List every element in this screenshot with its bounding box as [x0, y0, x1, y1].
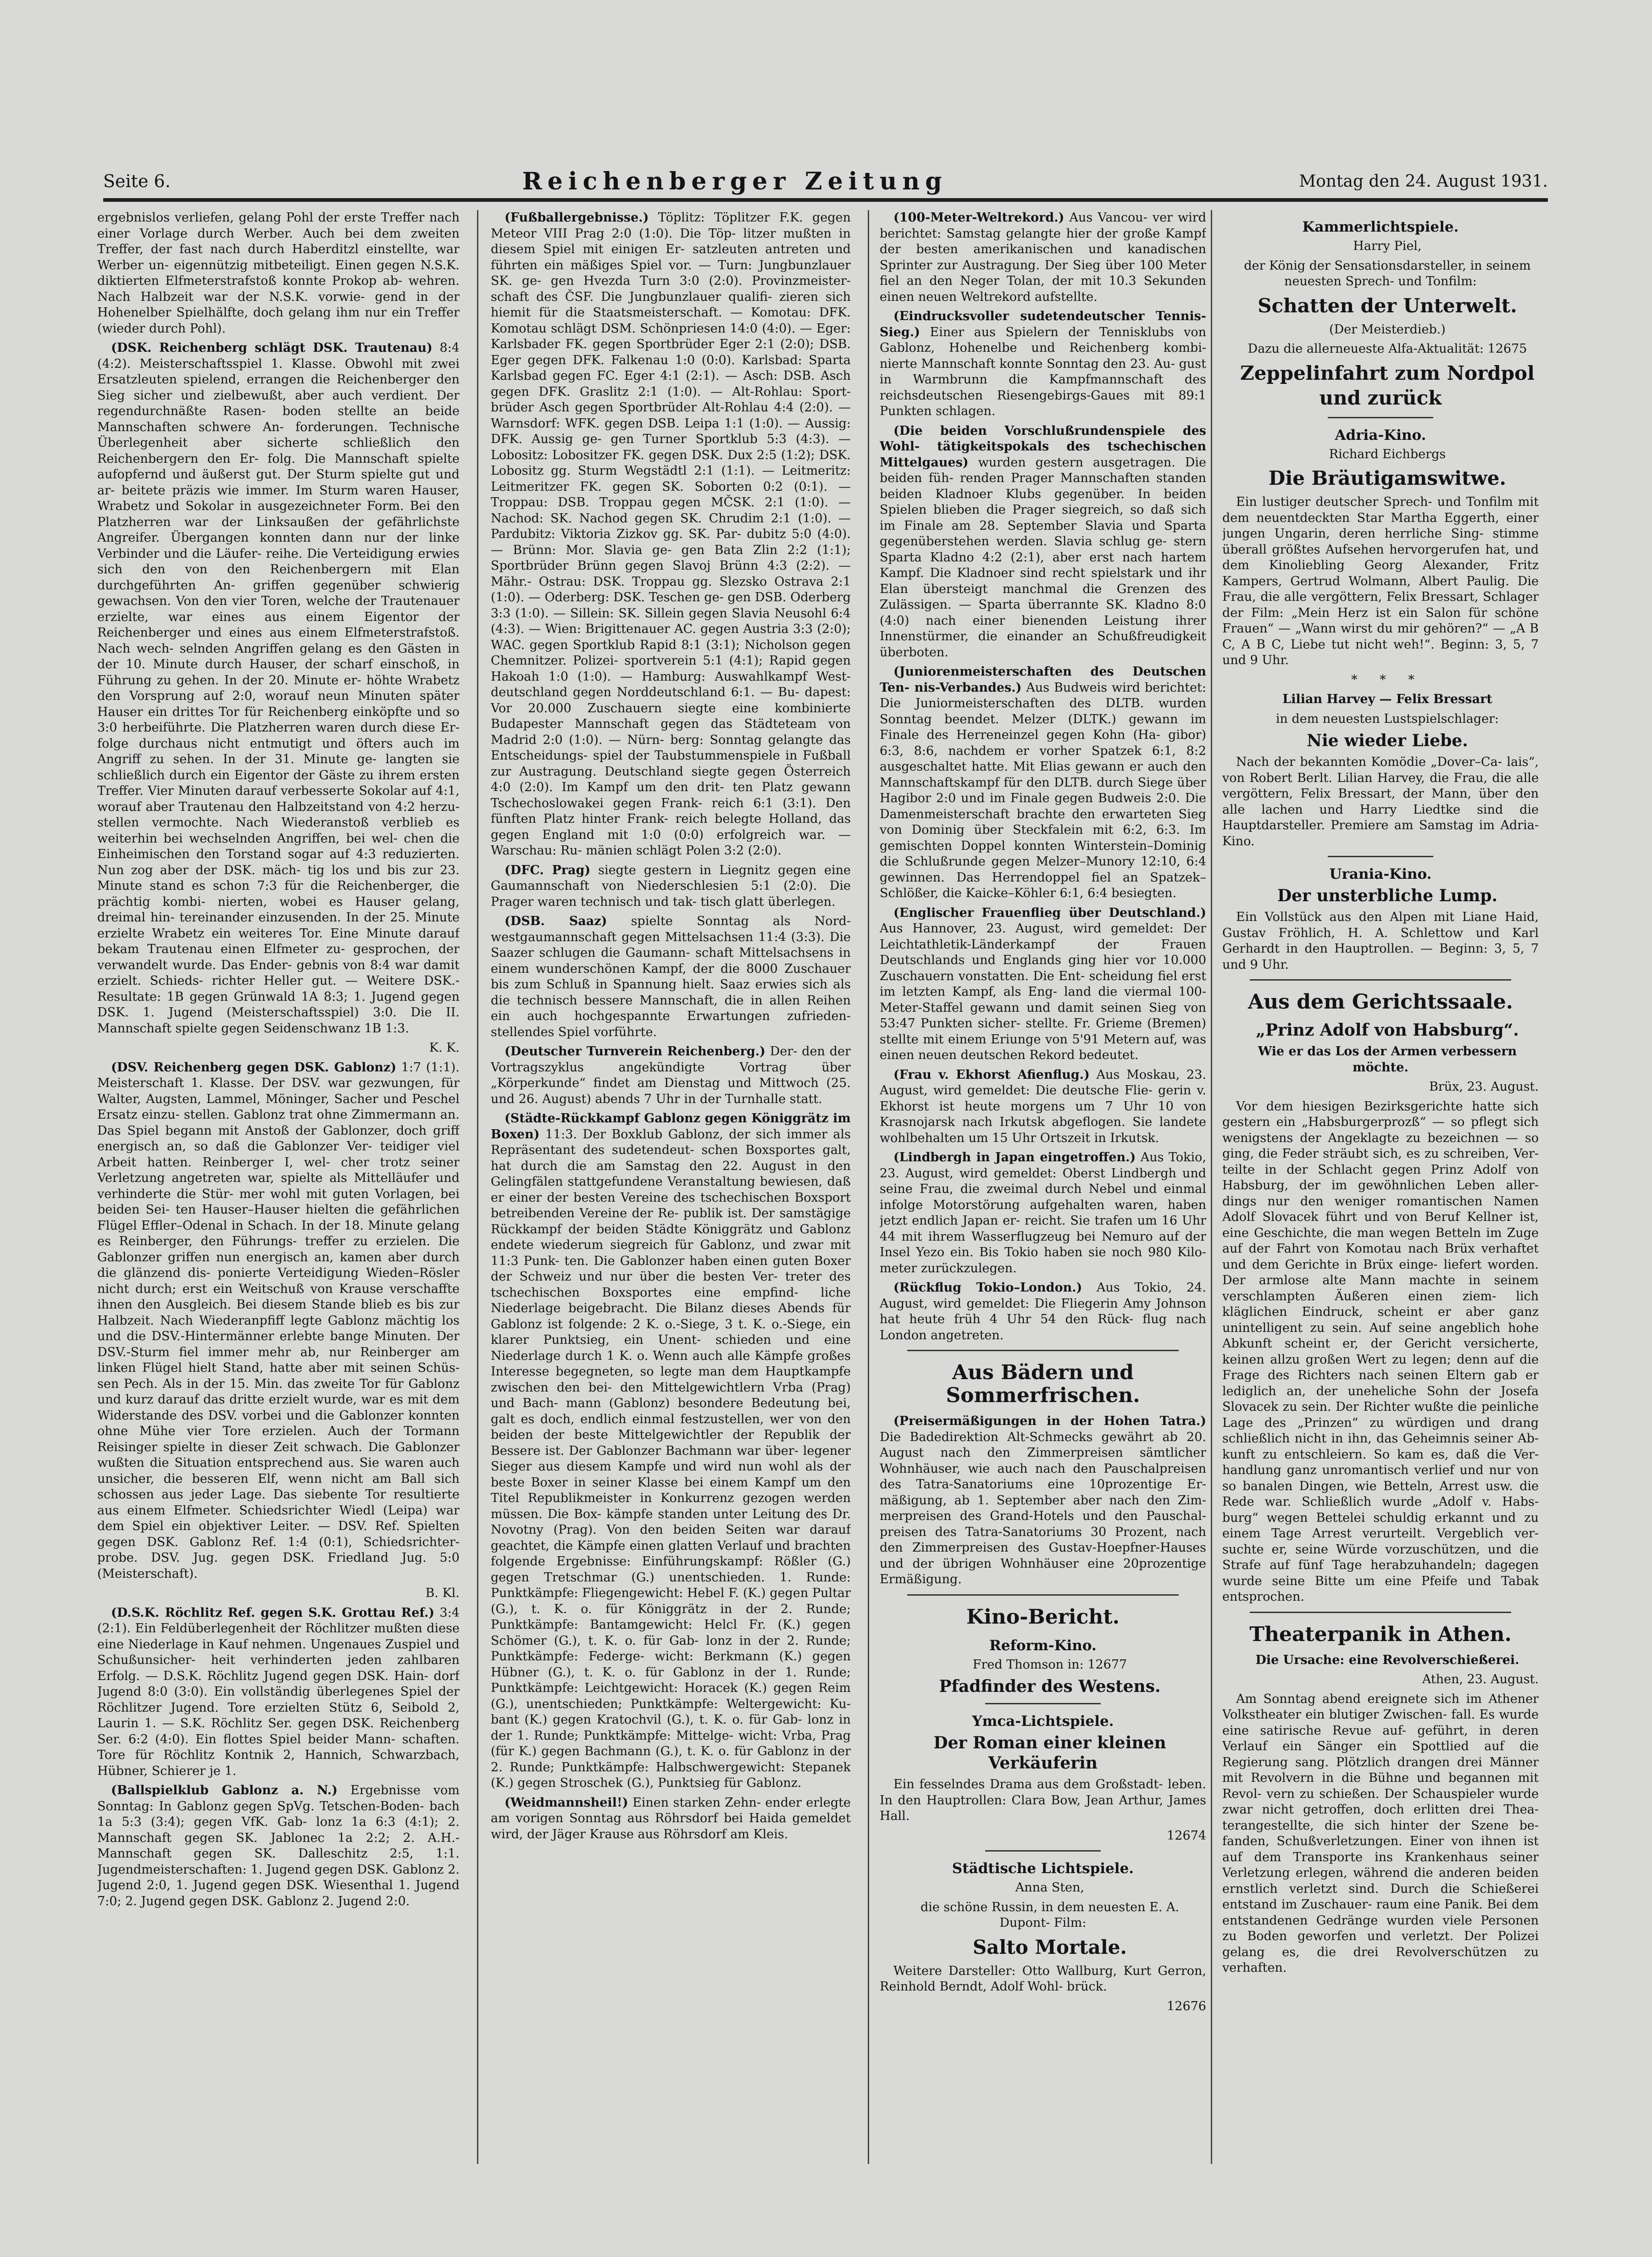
- article-text: Aus Tokio, 24. August, wird gemeldet: Die Fliegerin Amy Johnson hat heute früh 4 Uhr 54 den Rück- flug nach London angetreten.: [880, 1281, 1206, 1342]
- film-title: Nie wieder Liebe.: [1307, 731, 1468, 750]
- film-star: [880, 1657, 1206, 1673]
- article-paragraph: [880, 423, 1206, 661]
- column-2: [491, 210, 851, 2173]
- article-run-in: (Preisermäßigungen in der Hohen Tatra.): [893, 1414, 1206, 1428]
- film-description: Nach der bekannten Komödie „Dover–Ca- lais“, von Robert Berlt. Lilian Harvey, die Frau, die alle vergöttern, Felix Bressart, der Mann, über den alle lachen und Harry Liedtke sind die Hauptdarsteller. Premiere am Samstag im Adria-Kino.: [1222, 755, 1539, 848]
- article-run-in: (DFC. Prag): [504, 863, 591, 877]
- article-subheadline: Wie er das Los der Armen verbessern möchte.: [1258, 1044, 1517, 1075]
- article-dateline: Athen, 23. August.: [1422, 1672, 1539, 1686]
- article-run-in: (Eindrucksvoller sudetendeutscher Tennis- Sieg.): [880, 309, 1206, 339]
- article-subheadline: Die Ursache: eine Revolverschießerei.: [1255, 1653, 1519, 1667]
- film-note: Dazu die allerneueste Alfa-Aktualität:: [1247, 342, 1484, 356]
- article-text: Aus Hannover, 23. August, wird gemeldet: Der Leichtathletik-Länderkampf der Frauen Deutschlands und Englands ging hier vor 10.000 Zuschauern vonstatten. Die Ent- scheidung fiel erst im letzten Kampf, als Eng- land die viermal 100-Meter-Staffel gewann und damit seinen Sieg von 53:47 Punkten sicher- stellte. Fr. Grieme (Bremen) stellte mit einem Eriunge von 5'91 Metern auf, was einen neuen deutschen Rekord bedeutet.: [880, 921, 1206, 1062]
- section-rule: [907, 1594, 1179, 1596]
- article-paragraph: Vor dem hiesigen Bezirksgerichte hatte sich gestern ein „Habsburgerprozß“ — so pflegt sich wenigstens der Angeklagte zu bezeichnen — so ging, die Feder sträubt sich, es zu schreiben, Ver- teilte in der Schlacht gegen Prinz Adolf von Habsburg, der im gewöhnlichen Leben aller- dings nur den weniger romantischen Namen Adolf Slovacek führt und von Beruf Kellner ist, eine Geschichte, die man wegen Betteln im Zuge auf der Fahrt von Komotau nach Brüx verhaftet und dem Gerichte in Brüx einge- liefert worden. Der armlose alte Mann machte in seinem verschlampten Äußeren einen ziem- lich kläglichen Eindruck, scheint er aber ganz unintelligent zu sein. Auf seine angeblich hohe Abkunft scheint er, der Gericht versicherte, keinen allzu großen Wert zu legen; denn auf die Frage des Richters nach seinen Eltern gab er lediglich an, der uneheliche Sohn der Josefa Slovacek zu sein. Der Richter wußte die peinliche Lage des „Prinzen“ zu würdigen und drang schließlich nicht in ihn, das Geheimnis seiner Ab- kunft zu entschleiern. So kam es, daß die Ver- handlung ganz unromantisch verlief und nur von so banalen Dingen, wie Betteln, Arrest usw. die Rede war. Schließlich wurde „Adolf v. Habs- burg“ wegen Bettelei schuldig erkannt und zu einem Tage Arrest verurteilt. Vergeblich ver- suchte er, seine Würde vorzuschützen, und die Strafe auf fünf Tage herabzuhandeln; dagegen wurde seine Bitte um eine Pfeife und Tabak entsprochen.: [1222, 1099, 1539, 1604]
- article-paragraph: [491, 914, 851, 1040]
- article-run-in: (Deutscher Turnverein Reichenberg.): [504, 1044, 765, 1059]
- film-cast: Lilian Harvey — Felix Bressart: [1282, 692, 1492, 706]
- article-signature: K. K.: [429, 1041, 460, 1055]
- film-description: in dem neuesten Lustspielschlager:: [1275, 711, 1499, 726]
- article-text: siegte gestern in Liegnitz gegen eine Gaumannschaft von Niederschlesien 5:1 (2:0). Die Prager waren technisch und tak- tisch glatt überlegen.: [491, 863, 851, 909]
- article-run-in: (DSK. Reichenberg schlägt DSK. Trautenau): [111, 341, 432, 355]
- film-description: der König der Sensationsdarsteller, in seinem neuesten Sprech- und Tonfilm:: [1244, 258, 1531, 288]
- article-paragraph: [880, 664, 1206, 902]
- film-description: Ein lustiger deutscher Sprech- und Tonfilm mit dem neuentdeckten Star Martha Eggerth, einer jungen Ungarin, deren herrliche Sing- stimme überall größtes Aufsehen hervorgerufen hat, und dem Kinoliebling Georg Alexander, Fritz Kampers, Gertrud Wolmann, Albert Paulig. Die Frau, die alle vergöttern, Felix Bressart, Schlager der Film: „Mein Herz ist ein Salon für schöne Frauen“ — „Wann wirst du mir gehören?“ — „A B C, A B C, Liebe tut nicht weh!“. Beginn: 3, 5, 7 und 9 Uhr.: [1222, 495, 1539, 667]
- film-description: die schöne Russin, in dem neuesten E. A. Dupont- Film:: [920, 1900, 1180, 1930]
- article-dateline: Brüx, 23. August.: [1429, 1080, 1539, 1094]
- article-paragraph: [97, 1605, 460, 1780]
- article-paragraph: [880, 309, 1206, 420]
- divider: [985, 1703, 1101, 1704]
- cinema-name: Kammerlichtspiele.: [1302, 219, 1459, 235]
- column-4: [1222, 210, 1539, 2173]
- article-run-in: (DSB. Saaz): [504, 914, 607, 928]
- column-divider: [868, 210, 869, 2164]
- film-title: Der Roman einer kleinen Verkäuferin: [933, 1733, 1166, 1773]
- article-paragraph: [97, 1783, 460, 1909]
- cinema-name: Städtische Lichtspiele.: [952, 1860, 1134, 1877]
- ad-number: 12675: [1487, 342, 1527, 356]
- article-run-in: (100-Meter-Weltrekord.): [893, 211, 1064, 225]
- article-paragraph: [880, 1150, 1206, 1276]
- article-paragraph: [491, 1044, 851, 1107]
- column-divider: [477, 210, 478, 2164]
- film-description: [1222, 341, 1539, 357]
- section-heading: Aus dem Gerichtssaale.: [1247, 990, 1513, 1014]
- article-run-in: (D.S.K. Röchlitz Ref. gegen S.K. Grottau Ref.): [111, 1605, 435, 1620]
- film-title: Pfadfinder des Westens.: [939, 1677, 1161, 1696]
- article-paragraph: [97, 1060, 460, 1582]
- article-paragraph: [880, 905, 1206, 1064]
- article-text: Einer aus Spielern der Tennisklubs von Gablonz, Hohenelbe und Reichenberg kombi- nierte Mannschaft konnte Sonntag den 23. Au- gust in Warmbrunn die Kampfmannschaft des reichsdeutschen Riesengebirgs-Gaues mit 89:1 Punkten schlagen.: [880, 325, 1206, 418]
- film-title: Salto Mortale.: [972, 1935, 1127, 1958]
- film-description: Ein fesselndes Drama aus dem Großstadt- leben. In den Hauptrollen: Clara Bow, Jean Arthur, James Hall.: [880, 1777, 1206, 1823]
- article-paragraph: [880, 210, 1206, 305]
- article-text: 1:7 (1:1). Meisterschaft 1. Klasse. Der DSV. war gezwungen, für Walter, Augsten, Lammel, Möninger, Sacher und Peschel Ersatz einzu- stellen. Gablonz trat ohne Zimmermann an. Das Spiel begann mit Anstoß der Gablonzer, doch griff energisch an, so daß die Gablonzer Ver- teidiger viel Arbeit hatten. Reinberger I, wel- cher trotz seiner Verletzung angetreten war, spielte als Mittelläufer und verhinderte die Stür- mer wohl mit guten Vorlagen, bei beiden Sei- ten Hauser–Hauser hielten die gefährlichen Flügel Effler–Odenal in Schach. In der 18. Minute gelang es Reinberger, den Führungs- treffer zu erzielen. Die Gablonzer griffen nun energisch an, kamen aber durch die glänzend dis- ponierte Verteidigung Wieden–Rösler nicht durch; erst ein Weitschuß von Krause verschaffte ihnen den Ausgleich. Bei diesem Stande blieb es bis zur Halbzeit. Nach Wiederanpfiff legte Gablonz mächtig los und die DSV.-Hintermänner erlebte bange Minuten. Der DSV.-Sturm fiel immer mehr ab, nur Reinberger am linken Flügel hielt Stand, hatte aber mit seinen Schüs- sen Pech. Als in der 15. Min. das zweite Tor für Gablonz und kurz darauf das dritte erzielt wurde, war es mit dem Widerstande des DSV. vorbei und die Gablonzer konnten ohne Mühe vier Tore erzielen. Auch der Tormann Reisinger spielte in dieser Zeit schwach. Die Gablonzer wußten die Situation entsprechend aus. Sie waren auch unsicher, die besseren Elf, wenn nicht am Ball sich schossen aus jeder Lage. Das siebente Tor resultierte aus einem Elfmeter. Schiedsrichter Wiedl (Leipa) war dem Spiel ein objektiver Leiter. — DSV. Ref. Spielten gegen DSK. Gablonz Ref. 1:4 (0:1), Schiedsrichter- probe. DSV. Jug. gegen DSK. Friedland Jug. 5:0 (Meisterschaft).: [97, 1060, 460, 1581]
- film-title: Die Bräutigamswitwe.: [1268, 467, 1507, 489]
- divider: [1328, 856, 1433, 857]
- article-paragraph: [880, 1067, 1206, 1147]
- article-paragraph: [880, 1280, 1206, 1343]
- film-director: Richard Eichbergs: [1329, 447, 1446, 461]
- film-description: Weitere Darsteller: Otto Wallburg, Kurt Gerron, Reinhold Berndt, Adolf Wohl- brück.: [880, 1963, 1206, 1994]
- article-text: Die Badedirektion Alt-Schmecks gewährt ab 20. August nach den Zimmerpreisen sämtlicher Wohnhäuser, wie auch nach den Pauschalpreisen des Tatra-Sanatoriums eine 10prozentige Er- mäßigung, ab 1. September aber nach den Zim- merpreisen des Grand-Hotels und den Pauschal- preisen des Tatra-Sanatoriums 30 Prozent, nach den Zimmerpreisen des Gustav-Hoepfner-Hauses und der übrigen Wohnhäuser eine 20prozentige Ermäßigung.: [880, 1430, 1206, 1586]
- newspaper-title: Reichenberger Zeitung: [522, 167, 948, 195]
- article-paragraph: [97, 340, 460, 1037]
- film-star-text: Fred Thomson in:: [972, 1657, 1084, 1672]
- article-paragraph: [491, 863, 851, 910]
- article-text: Aus Budweis wird berichtet: Die Juniormeisterschaften des DLTB. wurden Sonntag beendet. Melzer (DLTK.) gewann im Finale des Herreneinzel gegen Kohn (Ha- gibor) 6:3, 8:6, nachdem er vorher Spatzek 6:1, 8:2 ausgeschaltet hatte. Mit Elias gewann er auch den Mannschaftskampf für den DLTB. durch Siege über Hagibor 2:0 und im Finale gegen Budweis 2:0. Die Damenmeisterschaft brachte den erwarteten Sieg von Dominig über Steckfalein mit 6:2, 6:3. Im gemischten Doppel konnten Winterstein–Dominig die Schlußrunde gegen Melzer–Munory 12:10, 6:4 gewinnen. Das Herrendoppel fiel an Spatzek–Schlößer, die Kaicke–Köhler 6:1, 6:4 besiegten.: [880, 680, 1206, 900]
- section-heading: Aus Bädern und Sommerfrischen.: [946, 1361, 1140, 1407]
- article-headline: „Prinz Adolf von Habsburg“.: [1256, 1020, 1519, 1040]
- article-run-in: (Weidmannsheil!): [504, 1795, 628, 1810]
- issue-date: Montag den 24. August 1931.: [1299, 172, 1548, 191]
- separator-stars: * * *: [1351, 672, 1424, 687]
- article-signature: B. Kl.: [425, 1586, 460, 1600]
- article-run-in: (Die beiden Vorschlußrundenspiele des Wohl- tätigkeitspokals des tschechischen Mittelgaues): [880, 423, 1206, 470]
- film-subtitle: (Der Meisterdieb.): [1329, 322, 1446, 337]
- page-header: [103, 165, 1548, 197]
- article-run-in: (Fußballergebnisse.): [504, 211, 649, 225]
- article-text: Einen starken Zehn- ender erlegte am vorigen Sonntag aus Röhrsdorf bei Haida gemeldet wird, der Jäger Krause aus Röhrsdorf am Kleis.: [491, 1795, 851, 1841]
- article-run-in: (Rückflug Tokio–London.): [893, 1281, 1082, 1295]
- ad-number: 12676: [1167, 1999, 1206, 2013]
- film-description: Ein Vollstück aus den Alpen mit Liane Haid, Gustav Fröhlich, H. A. Schlettow und Karl Gerhardt in den Hauptrollen. — Beginn: 3, 5, 7 und 9 Uhr.: [1222, 910, 1539, 972]
- article-text: Aus Vancou- ver wird berichtet: Samstag gelangte hier der große Kampf der besten amerikanischen und kanadischen Sprinter zur Austragung. Der Sieg über 100 Meter fiel an den Neger Tolan, der mit 10.3 Sekunden einen neuen Weltrekord aufstellte.: [880, 211, 1206, 304]
- article-run-in: (Städte-Rückkampf Gablonz gegen Königgrätz im Boxen): [491, 1111, 851, 1142]
- article-text: wurden gestern ausgetragen. Die beiden füh- renden Prager Mannschaften standen beiden Kladnoer Klubs gegenüber. In beiden Spielen blieben die Prager siegreich, so daß sich im Finale am 28. September Slavia und Sparta gegenüberstehen werden. Slavia schlug ge- stern Sparta Kladno 4:2 (2:1), aber erst nach hartem Kampf. Die Kladnoer sind recht spielstark und ihr Elan übersteigt manchmal die Grenzen des Zulässigen. — Sparta überrannte SK. Kladno 8:0 (4:0) nach einer bienenden Leistung ihrer Innenstürmer, die einander an Schußfreudigkeit überboten.: [880, 455, 1206, 660]
- article-text: spielte Sonntag als Nord- westgaumannschaft gegen Mittelsachsen 11:4 (3:3). Die Saazer schlugen die Gaumann- schaft Mittelsachsens in einem wunderschönen Kampf, der die 8000 Zuschauer bis zum Schluß in Spannung hielt. Saaz erwies sich als die technisch bessere Mannschaft, die in allen Reihen ein auch hochgespannte Erwartungen zufrieden- stellendes Spiel vorführte.: [491, 914, 851, 1039]
- article-text: 3:4 (2:1). Ein Feldüberlegenheit der Röchlitzer mußten diese eine Niederlage in Kauf nehmen. Ungenaues Zuspiel und Schußunsicher- heit verhinderten jeden zahlbaren Erfolg. — D.S.K. Röchlitz Jugend gegen DSK. Hain- dorf Jugend 8:0 (3:0). Ein vollständig überlegenes Spiel der Röchlitzer Jugend. Tore erzielten Stütz 6, Seibold 2, Laurin 1. — S.K. Röchlitz Ser. gegen DSK. Reichenberg Ser. 6:2 (4:0). Ein flottes Spiel beider Mann- schaften. Tore für Röchlitz Kontnik 2, Hannich, Schwarzbach, Hübner, Schierer je 1.: [97, 1605, 460, 1778]
- divider: [985, 1850, 1101, 1852]
- header-rule: [103, 198, 1548, 202]
- film-title: Der unsterbliche Lump.: [1277, 886, 1498, 905]
- film-star: Harry Piel,: [1353, 239, 1422, 253]
- ad-number: 12677: [1087, 1657, 1127, 1672]
- cinema-name: Ymca-Lichtspiele.: [972, 1713, 1114, 1730]
- ad-number: 12674: [1167, 1828, 1206, 1843]
- article-run-in: (DSV. Reichenberg gegen DSK. Gablonz): [111, 1060, 397, 1075]
- column-divider: [1211, 210, 1212, 2164]
- article-text: Aus Moskau, 23. August, wird gemeldet: Die deutsche Flie- gerin v. Ekhorst ist heute morgens um 7 Uhr 10 von Krasnojarsk nach Irkutsk abgeflogen. Sie landete wohlbehalten um 15 Uhr Ortszeit in Irkutsk.: [880, 1067, 1206, 1145]
- section-rule: [907, 1350, 1179, 1351]
- film-title: Schatten der Unterwelt.: [1258, 294, 1517, 317]
- section-rule: [1250, 979, 1511, 981]
- article-run-in: (Frau v. Ekhorst Afienflug.): [893, 1067, 1090, 1082]
- article-run-in: (Ballspielklub Gablonz a. N.): [111, 1783, 338, 1797]
- article-run-in: (Englischer Frauenflieg über Deutschland.): [893, 905, 1206, 920]
- film-title: Zeppelinfahrt zum Nordpol und zurück: [1240, 361, 1535, 409]
- article-paragraph: Am Sonntag abend ereignete sich im Athener Volkstheater ein blutiger Zwischen- fall. Es wurde eine satirische Revue auf- geführt, in deren Verlauf ein Sänger ein Spottlied auf die Regierung sang. Plötzlich drangen drei Männer mit Revolvern in die Bühne und begannen mit Revol- vern zu schießen. Der Schauspieler wurde zwar nicht getroffen, doch erlitten drei Thea- terangestellte, die sich hinter der Szene be- fanden, Schußverletzungen. Einer von ihnen ist auf dem Transporte ins Krankenhaus seiner Verletzung erlegen, während die anderen beiden ernstlich verletzt sind. Durch die Schießerei entstand im Zuschauer- raum eine Panik. Bei dem entstandenen Gedränge wurden viele Personen zu Boden geworfen und verletzt. Der Polizei gelang es, die drei Revolverschützen zu verhaften.: [1222, 1691, 1539, 1975]
- article-paragraph: [880, 1414, 1206, 1588]
- article-text: 11:3. Der Boxklub Gablonz, der sich immer als Repräsentant des sudetendeut- schen Boxsportes galt, hat durch die am Samstag den 22. August in den Gelingfälen stattgefundene Veranstaltung bewiesen, daß er einer der besten Vereine des tschechischen Boxsport betreibenden Vereine der Re- publik ist. Der samstägige Rückkampf der beiden Städte Königgrätz und Gablonz endete wiederum siegreich für Gablonz, und zwar mit 11:3 Punk- ten. Die Gablonzer haben einen guten Boxer der Schweiz und nur über die besten Ver- treter des tschechischen Boxsportes eine empfind- liche Niederlage beigebracht. Die Bilanz dieses Abends für Gablonz ist folgende: 2 K. o.-Siege, 3 t. K. o.-Siege, ein klarer Punktsieg, ein Unent- schieden und eine Niederlage durch 1 K. o. Wenn auch alle Kämpfe großes Interesse begegneten, so legte man dem Hauptkampfe zwischen den bei- den Mittelgewichtlern Vrba (Prag) und Bach- mann (Gablonz) besondere Bedeutung bei, galt es doch, endlich einmal festzustellen, wer von den beiden der beste Mittelgewichtler der Republik der Bessere ist. Der Gablonzer Bachmann war über- legener Sieger aus diesem Kampfe und wird nun wohl als der beste Boxer in seiner Klasse bei einem Kampf um den Titel Republikmeister in Konkurrenz gezogen werden müssen. Die Box- kämpfe standen unter Leitung des Dr. Novotny (Prag). Von den beiden Seiten war darauf geachtet, die Kämpfe einen glatten Verlauf und brachten folgende Ergebnisse: Einführungskampf: Rößler (G.) gegen Tretschmar (G.) unentschieden. 1. Runde: Punktkämpfe: Fliegengewicht: Hebel F. (K.) gegen Pultar (G.), t. K. o. für Königgrätz in der 2. Runde; Punktkämpfe: Bantamgewicht: Helcl Fr. (K.) gegen Schömer (G.), t. K. o. für Gab- lonz in der 2. Runde; Punktkämpfe: Federge- wicht: Berkmann (K.) gegen Hübner (G.), t. K. o. für Gablonz in der 1. Runde; Punktkämpfe: Leichtgewicht: Horacek (K.) gegen Reim (G.), unentschieden; Punktkämpfe: Weltergewicht: Ku- bant (K.) gegen Kratochvil (G.), t. K. o. für Gab- lonz in der 1. Runde; Punktkämpfe: Mittelge- wicht: Vrba, Prag (für K.) gegen Bachmann (G.), t. K. o. für Gablonz in der 2. Runde; Punktkämpfe: Halbschwergewicht: Stepanek (K.) gegen Stroschek (G.), Punktsieg für Gablonz.: [491, 1127, 851, 1790]
- cinema-name: Urania-Kino.: [1329, 866, 1432, 882]
- article-paragraph: ergebnislos verliefen, gelang Pohl der erste Treffer nach einer Vorlage durch Werber. Auch bei dem zweiten Treffer, der fast nach durch Haberditzl einstellte, war Werber un- eigennützig mitbeteiligt. Einen gegen N.S.K. diktierten Elfmeterstrafstoß konnte Prokop ab- wehren. Nach Halbzeit war der N.S.K. vorwie- gend in der Hohenelber Spielhälfte, doch gelang ihm nur ein Treffer (wieder durch Pohl).: [97, 211, 460, 336]
- article-text: Der- den der Vortragszyklus angekündigte Vortrag über „Körperkunde“ findet am Dienstag und Mittwoch (25. und 26. August) abends 7 Uhr in der Turnhalle statt.: [491, 1044, 851, 1106]
- article-text: Ergebnisse vom Sonntag: In Gablonz gegen SpVg. Tetschen-Boden- bach 1a 5:3 (3:4); gegen VfK. Gab- lonz 1a 6:3 (4:1); 2. Mannschaft gegen SK. Jablonec 1a 2:2; 2. A.H.-Mannschaft gegen SK. Dalleschitz 2:5, 1:1. Jugendmeisterschaften: 1. Jugend gegen DSK. Gablonz 2. Jugend 2:0, 1. Jugend gegen DSK. Wiesenthal 1. Jugend 7:0; 2. Jugend gegen DSK. Gablonz 2. Jugend 2:0.: [97, 1783, 460, 1908]
- film-star: Anna Sten,: [1015, 1880, 1085, 1895]
- article-run-in: (Lindbergh in Japan eingetroffen.): [893, 1150, 1136, 1165]
- section-heading: Theaterpanik in Athen.: [1249, 1622, 1512, 1646]
- cinema-name: Adria-Kino.: [1335, 427, 1426, 444]
- article-paragraph: [491, 210, 851, 859]
- cinema-name: Reform-Kino.: [989, 1637, 1097, 1654]
- article-text: Töplitz: Töplitzer F.K. gegen Meteor VIII Prag 2:0 (1:0). Die Töp- litzer mußten in diesem Spiel mit einigen Er- satzleuten antreten und führten ein mäßiges Spiel vor. — Turn: Jungbunzlauer SK. ge- gen Hvezda Turn 3:0 (2:0). Provinzmeister- schaft des ČSF. Die Jungbunzlauer qualifi- zieren sich hiemit für die Staatsmeisterschaft. — Komotau: DFK. Komotau schlägt DSM. Schönpriesen 14:0 (4:0). — Eger: Karlsbader FK. gegen Sportbrüder Eger 2:1 (2:0); DSB. Eger gegen DFK. Falkenau 1:0 (0:0). Karlsbad: Sparta Karlsbad gegen FC. Eger 4:1 (2:1). — Asch: DSB. Asch gegen DFK. Graslitz 2:1 (1:0). — Alt-Rohlau: Sport- brüder Asch gegen Sportbrüder Alt-Rohlau 4:4 (2:0). — Warnsdorf: WFK. gegen DSB. Leipa 1:1 (1:0). — Aussig: DFK. Aussig ge- gen Turner Sportklub 5:3 (4:3). — Lobositz: Lobositzer FK. gegen DSK. Dux 2:5 (1:2); DSK. Lobositz gg. Sturm Wegstädtl 2:1 (1:1). — Leitmeritz: Leitmeritzer FK. gegen SK. Soborten 0:2 (0:1). — Troppau: DSB. Troppau gegen MČSK. 2:1 (1:0). — Nachod: SK. Nachod gegen SK. Chrudim 2:1 (1:0). — Pardubitz: Viktoria Zizkov gg. SK. Par- dubitz 5:0 (4:0). — Brünn: Mor. Slavia ge- gen Bata Zlin 2:2 (1:1); Sportbrüder Brünn gegen Slavoj Brünn 4:3 (2:2). — Mähr.- Ostrau: DSK. Troppau gg. Slezsko Ostrava 2:1 (1:0). — Oderberg: DSK. Teschen ge- gen DSB. Oderberg 3:3 (1:0). — Sillein: SK. Sillein gegen Slavia Neusohl 6:4 (4:3). — Wien: Brigittenauer AC. gegen Austria 3:3 (2:0); WAC. gegen Sportklub Rapid 8:1 (3:1); Nicholson gegen Chemnitzer. Polizei- sportverein 5:1 (4:1); Rapid gegen Hakoah 1:0 (1:0). — Hamburg: Auswahlkampf West- deutschland gegen Norddeutschland 6:1. — Bu- dapest: Vor 20.000 Zuschauern siegte eine kombinierte Budapester Mannschaft gegen das Städteteam von Madrid 2:0 (1:0). — Nürn- berg: Sonntag gelangte das Entscheidungs- spiel der Taubstummenspiele in Fußball zur Austragung. Deutschland siegte gegen Österreich 4:0 (2:0). Im Kampf um den drit- ten Platz gewann Tschechoslowakei gegen Frank- reich 6:1 (3:1). Den fünften Platz hinter Frank- reich belegte Holland, das gegen England mit 1:0 (0:0) erfolgreich war. — Warschau: Ru- mänien schlägt Polen 3:2 (2:0).: [491, 211, 851, 858]
- article-paragraph: [491, 1795, 851, 1843]
- article-text: 8:4 (4:2). Meisterschaftsspiel 1. Klasse. Obwohl mit zwei Ersatzleuten spielend, errangen die Reichenberger den Sieg sicher und zielbewußt, aber auch verdient. Der regendurchnäßte Rasen- boden stellte an beide Mannschaften schwere An- forderungen. Technische Überlegenheit aber sicherte schließlich den Reichenbergern den Er- folg. Die Mannschaft spielte aufopfernd und äußerst gut. Der Sturm spielte gut und ar- beitete präzis wie immer. Im Sturm waren Hauser, Wrabetz und Sokolar in ausgezeichneter Form. Bei den Platzherren war der Linksaußen der gefährlichste Angreifer. Übergangen konnten dann nur der linke Verbinder und die Läufer- reihe. Die Verteidigung erwies sich den von den Reichenbergern mit Elan durchgeführten An- griffen gegenüber schwierig gewachsen. Von den vier Toren, welche der Trautenauer erzielte, war eines aus einem Eigentor der Reichenberger und eines aus einem Elfmeterstrafstoß. Nach wech- selnden Angriffen gelang es den Gästen in der 10. Minute durch Hauser, der scharf einschoß, in Führung zu gehen. In der 20. Minute er- höhte Wrabetz den Vorsprung auf 2:0, worauf neun Minuten später Hauser ein drittes Tor für Reichenberg einköpfte und so 3:0 herbeiführte. Die Platzherren waren durch diese Er- folge durchaus nicht entmutigt und öfters auch im Angriff zu sehen. In der 31. Minute ge- langten sie schließlich durch ein Eigentor der Gäste zu ihrem ersten Treffer. Vier Minuten darauf verbesserte Sokolar auf 4:1, worauf aber Trautenau den Halbzeitstand von 4:2 herzu- stellen vermochte. Nach Wiederanstoß verblieb es weiterhin bei wechselnden Angriffen, bei wel- chen die Einheimischen den Torstand sogar auf 4:3 reduzierten. Nun zog aber der DSK. mäch- tig los und bis zur 23. Minute stand es schon 7:3 für die Reichenberger, die prächtig kombi- nierten, wobei es Hauser gelang, dreimal hin- tereinander einzusenden. In der 25. Minute erzielte Wrabetz ein weiteres Tor. Eine Minute darauf bekam Trautenau einen Elfmeter zu- gesprochen, der verwandelt wurde. Das Ender- gebnis von 8:4 war damit erzielt. Schieds- richter Heller gut. — Weitere DSK.-Resultate: 1B gegen Grünwald 1A 8:3; 1. Jugend gegen DSK. 1. Jugend (Meisterschaftsspiel) 3:0. Die II. Mannschaft spielte gegen Seidenschwanz 1B 1:3.: [97, 341, 460, 1036]
- column-3: [880, 210, 1206, 2173]
- article-run-in: (Juniorenmeisterschaften des Deutschen Ten- nis-Verbandes.): [880, 665, 1206, 695]
- divider: [1328, 417, 1433, 418]
- section-heading: Kino-Bericht.: [966, 1605, 1120, 1629]
- section-rule: [1250, 1612, 1511, 1613]
- page-number: Seite 6.: [103, 171, 171, 191]
- article-text: Aus Tokio, 23. August, wird gemeldet: Oberst Lindbergh und seine Frau, die zweimal durch Nebel und einmal infolge Motorstörung aufgehalten waren, haben jetzt endlich Japan er- reicht. Sie trafen um 16 Uhr 44 mit ihrem Wasserflugzeug bei Nemuro auf der Insel Yezo ein. Bis Tokio haben sie noch 980 Kilo- meter zurückzulegen.: [880, 1150, 1206, 1275]
- column-1: [97, 210, 460, 2173]
- article-paragraph: [491, 1111, 851, 1791]
